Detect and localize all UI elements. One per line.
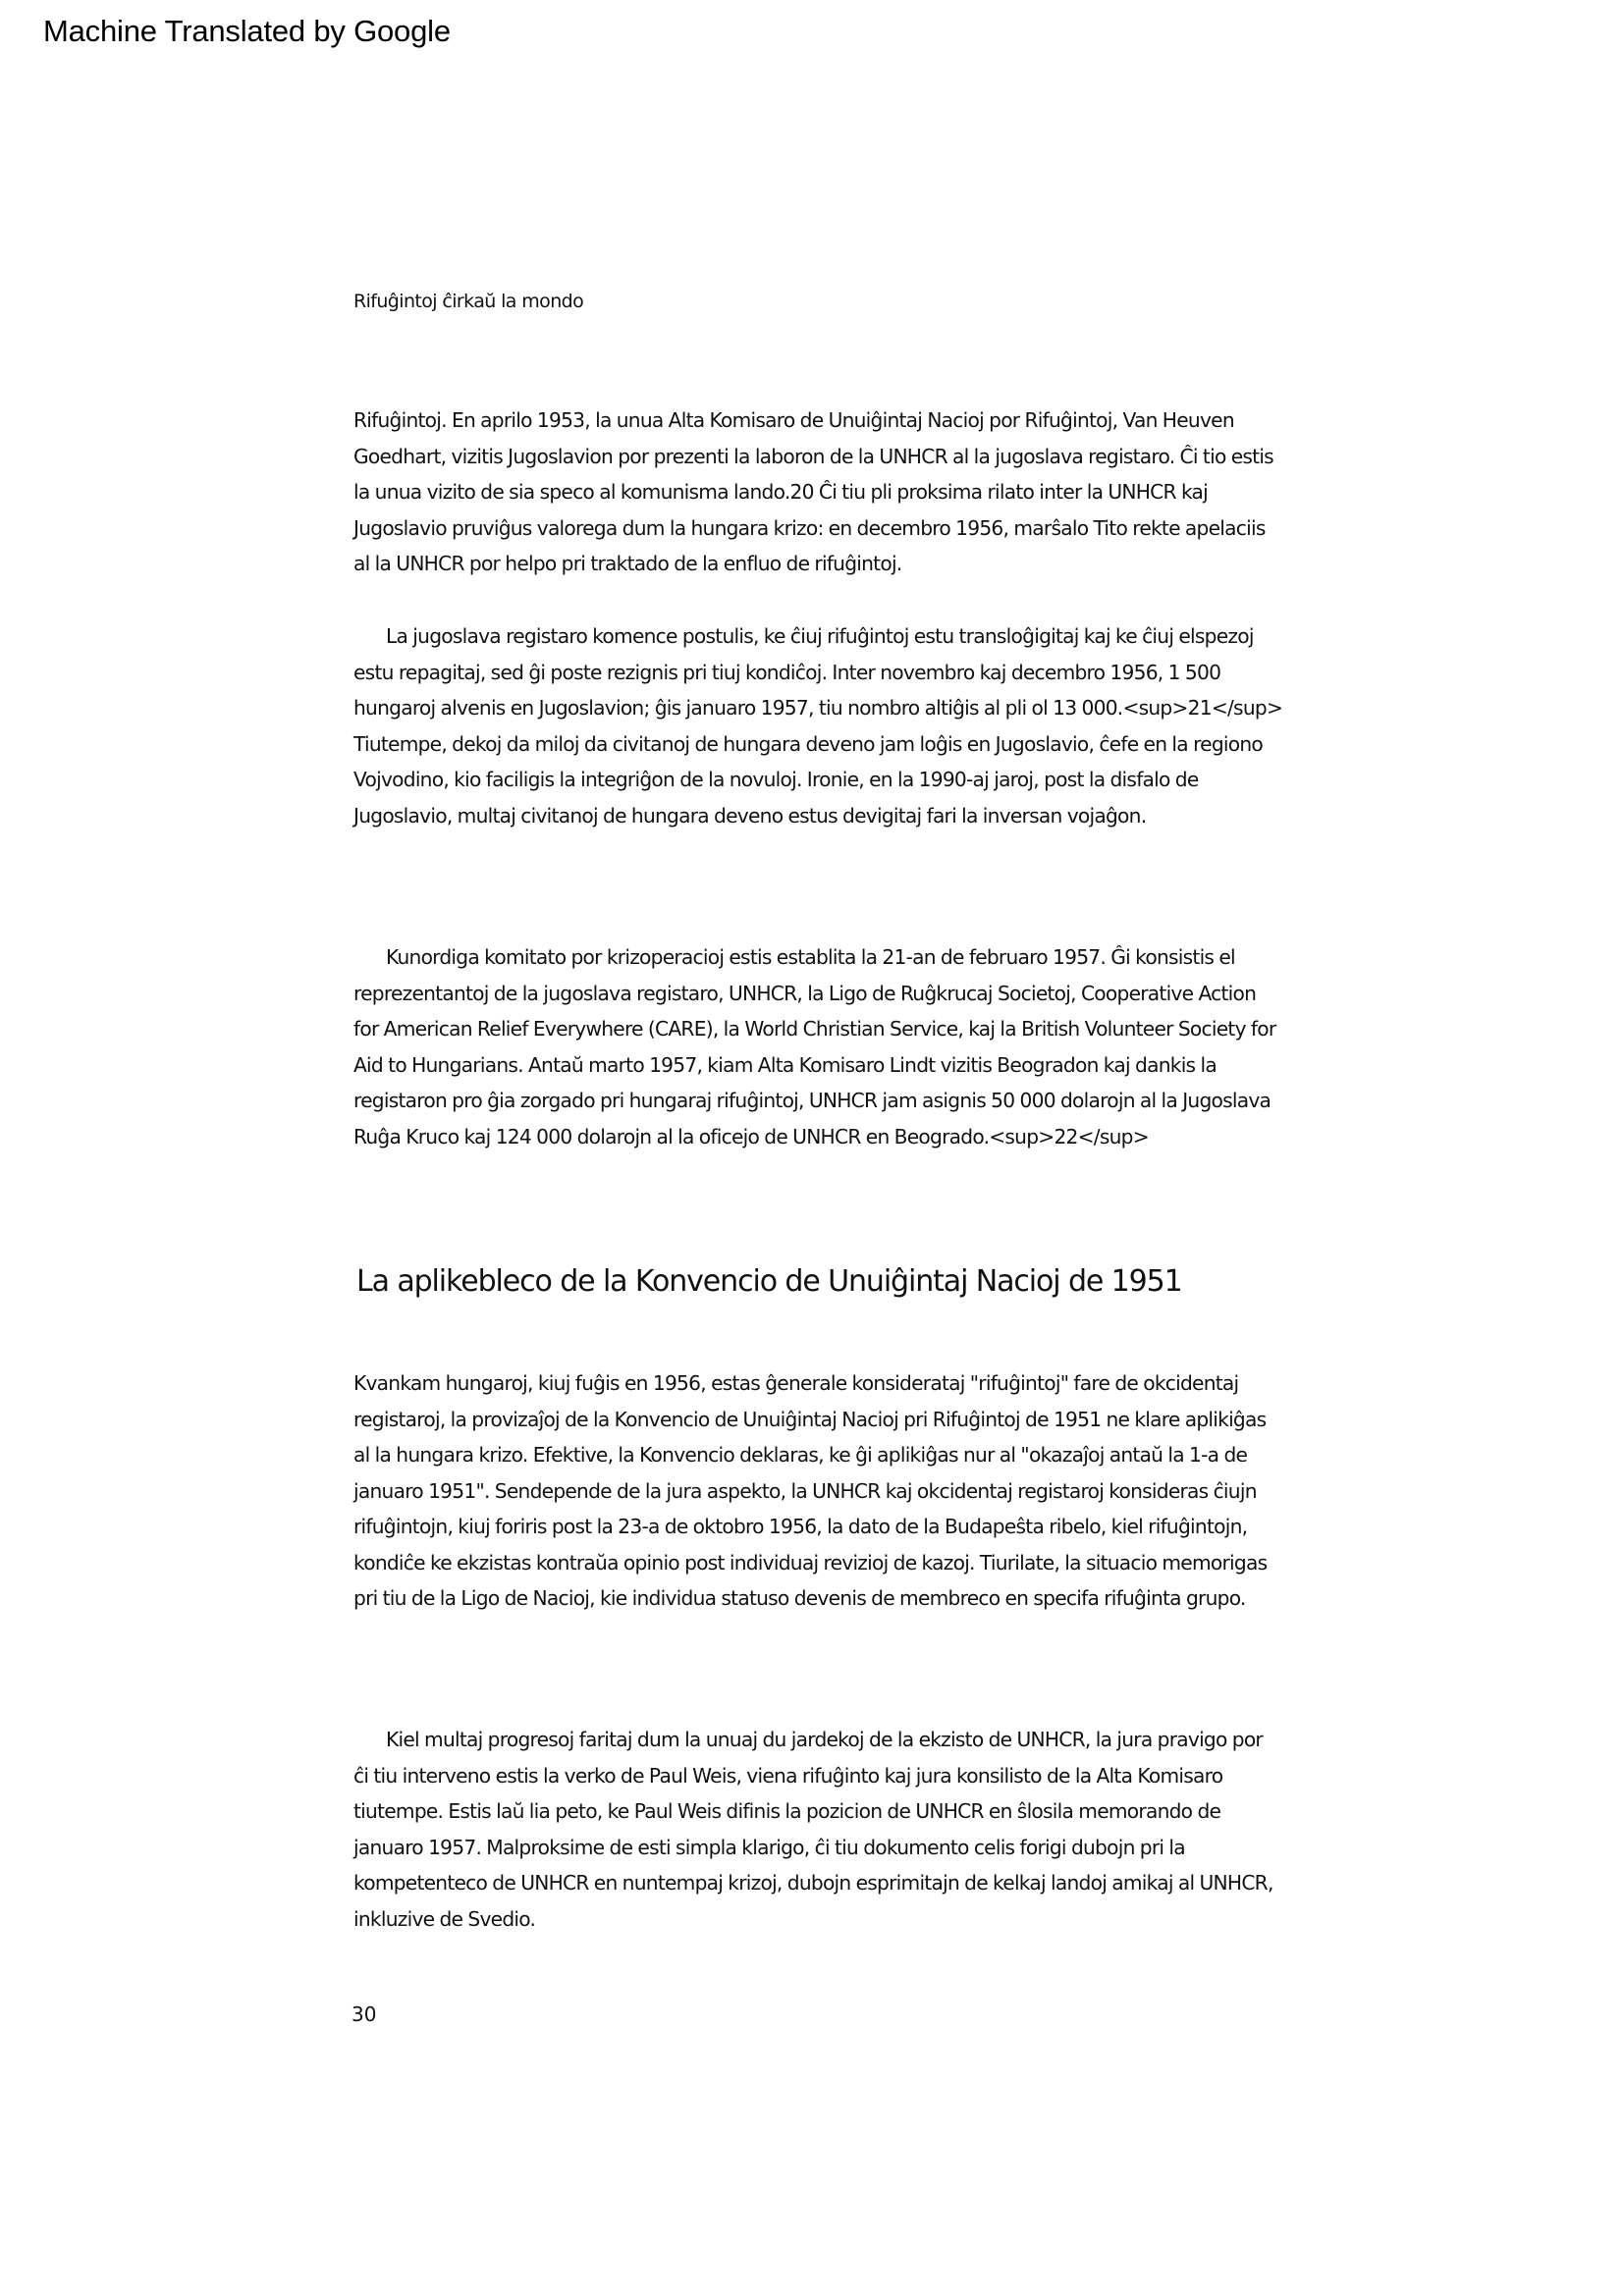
text-line: La jugoslava registaro komence postulis, ke ĉiuj rifuĝintoj estu transloĝigitaj kaj ke ĉiuj elspezoj bbox=[386, 624, 1254, 648]
text-line: la unua vizito de sia speco al komunisma lando.20 Ĉi tiu pli proksima rilato inter la UNHCR kaj bbox=[353, 480, 1209, 504]
text-line: Jugoslavio, multaj civitanoj de hungara deveno estus devigitaj fari la inversan vojaĝon. bbox=[353, 803, 1147, 828]
text-line: Kiel multaj progresoj faritaj dum la unuaj du jardekoj de la ekzisto de UNHCR, la jura pravigo por bbox=[386, 1728, 1263, 1751]
text-line: Tiutempe, dekoj da miloj da civitanoj de hungara deveno jam loĝis en Jugoslavio, ĉefe en la regiono bbox=[353, 731, 1264, 756]
text-line: pri tiu de la Ligo de Nacioj, kie individua statuso devenis de membreco en specifa rifuĝinta grupo. bbox=[353, 1586, 1246, 1610]
machine-translation-banner: Machine Translated by Google bbox=[43, 14, 451, 48]
text-line: estu repagitaj, sed ĝi poste rezignis pri tiuj kondiĉoj. Inter novembro kaj decembro 1956, 1 500 bbox=[353, 660, 1221, 684]
paragraph-coordinating-committee bbox=[353, 939, 1375, 1154]
text-line: januaro 1957. Malproksime de esti simpla klarigo, ĉi tiu dokumento celis forigi dubojn pri la bbox=[353, 1835, 1185, 1859]
text-line: tiutempe. Estis laŭ lia peto, ke Paul Weis difinis la pozicion de UNHCR en ŝlosila memorando de bbox=[353, 1799, 1221, 1823]
text-line: al la UNHCR por helpo pri traktado de la enfluo de rifuĝintoj. bbox=[353, 552, 902, 575]
paragraph-paul-weis bbox=[353, 1722, 1375, 1937]
running-head: Rifuĝintoj ĉirkaŭ la mondo bbox=[353, 291, 584, 312]
text-line: inkluzive de Svedio. bbox=[353, 1906, 536, 1931]
text-line: Ruĝa Kruco kaj 124 000 dolarojn al la oficejo de UNHCR en Beogrado.<sup>22</sup> bbox=[353, 1124, 1149, 1148]
text-line: al la hungara krizo. Efektive, la Konvencio deklaras, ke ĝi aplikiĝas nur al "okazaĵoj antaŭ la 1-a de bbox=[353, 1443, 1248, 1467]
text-line: Kunordiga komitato por krizoperacioj estis establita la 21-an de februaro 1957. Ĝi konsistis el bbox=[386, 945, 1235, 969]
text-line: Goedhart, vizitis Jugoslavion por prezenti la laboron de la UNHCR al la jugoslava registaro. Ĉi tio estis bbox=[353, 444, 1273, 468]
text-line: kondiĉe ke ekzistas kontraŭa opinio post individuaj revizioj de kazoj. Tiurilate, la situacio memorigas bbox=[353, 1550, 1268, 1575]
text-line: registaroj, la provizaĵoj de la Konvencio de Unuiĝintaj Nacioj pri Rifuĝintoj de 1951 ne klare aplikiĝas bbox=[353, 1407, 1267, 1431]
text-line: ĉi tiu interveno estis la verko de Paul Weis, viena rifuĝinto kaj jura konsilisto de la Alta Komisaro bbox=[353, 1763, 1223, 1788]
text-line: rifuĝintojn, kiuj foriris post la 23-a de oktobro 1956, la dato de la Budapeŝta ribelo, kiel rifuĝintojn, bbox=[353, 1515, 1248, 1538]
text-line: kompetenteco de UNHCR en nuntempaj krizoj, dubojn esprimitajn de kelkaj landoj amikaj al UNHCR, bbox=[353, 1871, 1273, 1895]
section-heading: La aplikebleco de la Konvencio de Unuiĝintaj Nacioj de 1951 bbox=[356, 1264, 1182, 1299]
text-line: for American Relief Everywhere (CARE), la World Christian Service, kaj la British Volunteer Society for bbox=[353, 1017, 1276, 1041]
text-line: Vojvodino, kio faciligis la integriĝon de la novuloj. Ironie, en la 1990-aj jaroj, post la disfalo de bbox=[353, 768, 1199, 791]
page-number: 30 bbox=[352, 2002, 377, 2026]
paragraph-convention-applicability bbox=[353, 1365, 1375, 1617]
text-line: hungaroj alvenis en Jugoslavion; ĝis januaro 1957, tiu nombro altiĝis al pli ol 13 000.<sup>21</sup> bbox=[353, 696, 1283, 720]
text-line: januaro 1951". Sendepende de la jura aspekto, la UNHCR kaj okcidentaj registaroj konsideras ĉiujn bbox=[353, 1478, 1257, 1503]
text-line: Kvankam hungaroj, kiuj fuĝis en 1956, estas ĝenerale konsiderataj "rifuĝintoj" fare de okcidentaj bbox=[353, 1371, 1239, 1395]
text-line: reprezentantoj de la jugoslava registaro, UNHCR, la Ligo de Ruĝkrucaj Societoj, Cooperative Action bbox=[353, 981, 1257, 1005]
paragraph-yugoslav-conditions bbox=[353, 618, 1375, 833]
paragraph-tito-appeal bbox=[353, 402, 1375, 582]
text-line: Rifuĝintoj. En aprilo 1953, la unua Alta Komisaro de Unuiĝintaj Nacioj por Rifuĝintoj, Van Heuven bbox=[353, 408, 1234, 432]
text-line: registaron pro ĝia zorgado pri hungaraj rifuĝintoj, UNHCR jam asignis 50 000 dolarojn al la Jugoslava bbox=[353, 1089, 1271, 1112]
text-line: Jugoslavio pruviĝus valorega dum la hungara krizo: en decembro 1956, marŝalo Tito rekte apelaciis bbox=[353, 515, 1266, 540]
text-line: Aid to Hungarians. Antaŭ marto 1957, kiam Alta Komisaro Lindt vizitis Beogradon kaj dankis la bbox=[353, 1052, 1217, 1077]
